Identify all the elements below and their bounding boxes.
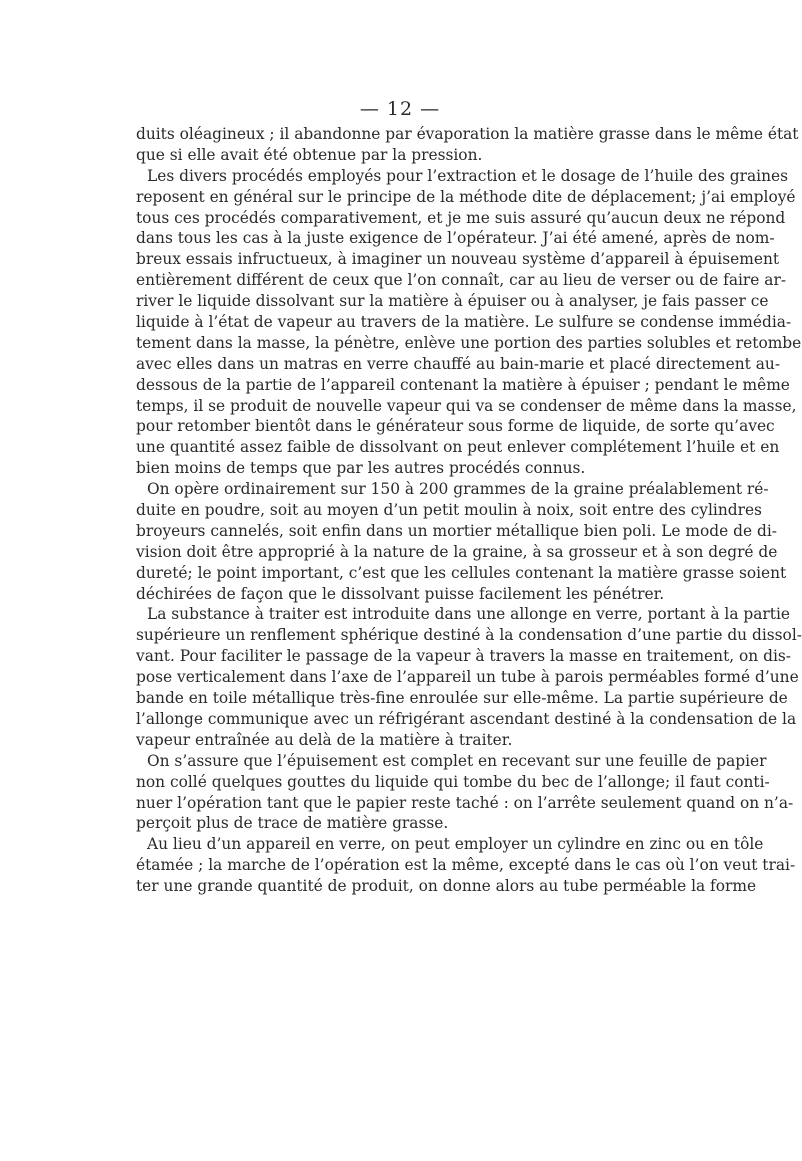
text-line: liquide à l’état de vapeur au travers de la matière. Le sulfure se condense immédia- (136, 313, 792, 332)
text-line: une quantité assez faible de dissolvant on peut enlever complétement l’huile et en (136, 438, 780, 457)
text-line: Au lieu d’un appareil en verre, on peut employer un cylindre en zinc ou en tôle (147, 835, 764, 854)
text-line: avec elles dans un matras en verre chauffé au bain-marie et placé directement au- (136, 354, 781, 373)
text-line: dessous de la partie de l’appareil contenant la matière à épuiser ; pendant le même (136, 375, 790, 394)
text-line: breux essais infructueux, à imaginer un nouveau système d’appareil à épuisement (136, 250, 780, 269)
text-line: pour retomber bientôt dans le générateur sous forme de liquide, de sorte qu’avec (136, 417, 775, 436)
text-line: bande en toile métallique très-fine enroulée sur elle-même. La partie supérieure de (136, 689, 788, 708)
text-line: perçoit plus de trace de matière grasse. (136, 814, 449, 833)
text-line: bien moins de temps que par les autres procédés connus. (136, 459, 586, 478)
text-line: duite en poudre, soit au moyen d’un petit moulin à noix, soit entre des cylindres (136, 501, 762, 520)
text-line: vant. Pour faciliter le passage de la vapeur à travers la masse en traitement, on dis- (136, 647, 791, 666)
text-line: vapeur entraînée au delà de la matière à traiter. (136, 730, 513, 749)
text-line: duits oléagineux ; il abandonne par évaporation la matière grasse dans le même état (136, 125, 799, 143)
text-line: pose verticalement dans l’axe de l’appareil un tube à parois perméables formé d’une (136, 668, 799, 687)
text-line: étamée ; la marche de l’opération est la même, excepté dans le cas où l’on veut trai- (136, 856, 796, 875)
text-line: déchirées de façon que le dissolvant puisse facilement les pénétrer. (136, 584, 665, 603)
text-line: La substance à traiter est introduite dans une allonge en verre, portant à la partie (147, 605, 791, 624)
page-number: — 12 — (359, 98, 441, 120)
body-text (136, 124, 802, 897)
text-line: tement dans la masse, la pénètre, enlève une portion des parties solubles et retombe (136, 333, 802, 352)
text-line: dans tous les cas à la juste exigence de l’opérateur. J’ai été amené, après de nom- (136, 229, 775, 248)
text-line: temps, il se produit de nouvelle vapeur qui va se condenser de même dans la masse, (136, 396, 797, 415)
text-line: l’allonge communique avec un réfrigérant ascendant destiné à la condensation de la (136, 709, 797, 728)
text-line: On opère ordinairement sur 150 à 200 grammes de la graine préalablement ré- (147, 480, 769, 499)
text-line: dureté; le point important, c’est que les cellules contenant la matière grasse soient (136, 563, 787, 582)
text-line: tous ces procédés comparativement, et je me suis assuré qu’aucun deux ne répond (136, 208, 786, 227)
text-line: vision doit être approprié à la nature de la graine, à sa grosseur et à son degré de (136, 542, 778, 561)
text-line: non collé quelques gouttes du liquide qui tombe du bec de l’allonge; il faut conti- (136, 772, 770, 791)
text-line: entièrement différent de ceux que l’on connaît, car au lieu de verser ou de faire ar- (136, 271, 787, 290)
text-line: river le liquide dissolvant sur la matière à épuiser ou à analyser, je fais passer ce (136, 292, 769, 311)
text-line: que si elle avait été obtenue par la pression. (136, 145, 483, 164)
text-line: supérieure un renflement sphérique destiné à la condensation d’une partie du dissol- (136, 626, 802, 645)
text-line: Les divers procédés employés pour l’extraction et le dosage de l’huile des graines (147, 166, 788, 185)
text-line: On s’assure que l’épuisement est complet en recevant sur une feuille de papier (147, 751, 767, 770)
text-line: nuer l’opération tant que le papier reste taché : on l’arrête seulement quand on n’a- (136, 793, 794, 812)
text-line: reposent en général sur le principe de la méthode dite de déplacement; j’ai employé (136, 187, 796, 206)
text-line: broyeurs cannelés, soit enfin dans un mortier métallique bien poli. Le mode de di- (136, 521, 777, 540)
text-line: ter une grande quantité de produit, on donne alors au tube perméable la forme (136, 877, 757, 896)
